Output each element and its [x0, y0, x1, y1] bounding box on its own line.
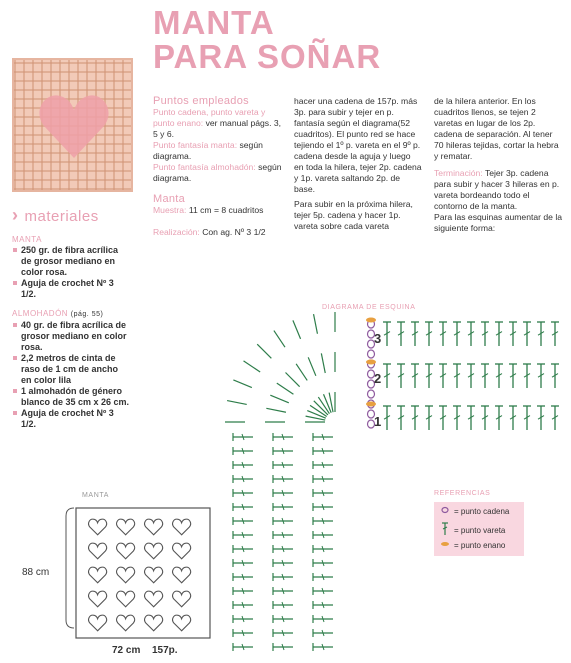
ref-slip [440, 540, 505, 550]
manta-heading: Manta [153, 193, 186, 205]
corner-stitch [314, 314, 318, 334]
list-item: 2,2 metros de cinta de raso de 1 cm de ancho en color lila [12, 353, 130, 386]
heart-icon [145, 591, 163, 607]
corner-stitch [321, 353, 325, 373]
heart-icon [145, 615, 163, 631]
vareta-stitch [313, 629, 333, 637]
vareta-stitch [233, 615, 253, 623]
vareta-stitch [467, 364, 475, 388]
paragraph-text: Tejer 3p. cadena para subir y hacer 3 hileras en p. vareta bordeando todo el contorno de la manta. [434, 168, 560, 211]
vareta-stitch [509, 322, 517, 346]
vareta-stitch [233, 433, 253, 441]
vareta-stitch [313, 643, 333, 651]
almohadon-label-text: ALMOHADÓN [12, 309, 69, 318]
heart-icon [89, 519, 107, 535]
corner-stitch [296, 364, 307, 381]
vareta-stitch [313, 531, 333, 539]
corner-stitch [257, 344, 271, 358]
double-crochet-icon [440, 522, 452, 538]
pink-term: Realización: [153, 227, 200, 237]
row-number-1: 1 [374, 414, 382, 429]
paragraph [153, 205, 283, 216]
vareta-stitch [313, 545, 333, 553]
vareta-stitch [481, 322, 489, 346]
chain-stitch-icon [440, 506, 452, 516]
heart-icon [89, 591, 107, 607]
vareta-stitch [273, 545, 293, 553]
corner-stitch [270, 395, 288, 403]
slip-stitch [366, 360, 376, 365]
vareta-stitch [383, 406, 391, 430]
vareta-stitch [273, 559, 293, 567]
heart-icon [117, 567, 135, 583]
vareta-stitch [509, 406, 517, 430]
heart-icon [145, 543, 163, 559]
paragraph [153, 162, 283, 184]
vareta-stitch [233, 461, 253, 469]
vareta-stitch [313, 433, 333, 441]
vareta-stitch [273, 587, 293, 595]
heart-motif [38, 90, 110, 162]
vareta-stitch [397, 406, 405, 430]
pink-term: Muestra: [153, 205, 187, 215]
ref-double [440, 522, 505, 538]
heart-icon [173, 591, 191, 607]
blanket-stitches: 157p. [152, 645, 178, 656]
paragraph [153, 107, 283, 140]
vareta-stitch [453, 406, 461, 430]
vareta-stitch [551, 406, 559, 430]
list-item: 250 gr. de fibra acrílica de grosor mediano en color rosa. [12, 245, 130, 278]
vareta-stitch [425, 364, 433, 388]
vareta-stitch [233, 447, 253, 455]
slip-stitch [366, 402, 376, 407]
vareta-stitch [313, 461, 333, 469]
title-line-1: MANTA [153, 4, 275, 41]
materials-heading-text: materiales [24, 208, 99, 225]
heart-icon [173, 519, 191, 535]
heart-icon [117, 591, 135, 607]
ref-slip-label: = punto enano [454, 540, 506, 550]
vareta-stitch [495, 322, 503, 346]
vareta-stitch [273, 475, 293, 483]
almohadon-page: (pág. 55) [70, 311, 104, 318]
paragraph: Para subir en la próxima hilera, tejer 5p. cadena y hacer 1p. vareta sobre cada vareta [294, 199, 413, 231]
vareta-stitch [523, 364, 531, 388]
vareta-stitch [273, 531, 293, 539]
heart-icon [173, 615, 191, 631]
vareta-stitch [495, 406, 503, 430]
paragraph: Para las esquinas aumentar de la siguiente forma: [434, 212, 563, 233]
vareta-stitch [523, 406, 531, 430]
heart-icon [173, 543, 191, 559]
stitch-grid [225, 312, 559, 651]
vareta-stitch [467, 406, 475, 430]
vareta-stitch [233, 601, 253, 609]
manta-materials-list [12, 245, 130, 300]
vareta-stitch [425, 406, 433, 430]
vareta-stitch [537, 322, 545, 346]
materials-heading [12, 205, 99, 226]
blanket-width: 72 cm [112, 645, 141, 656]
chevron-right-icon: › [12, 205, 19, 225]
vareta-stitch [551, 364, 559, 388]
pink-term: Punto fantasía almohadón: [153, 162, 256, 172]
row-number-2: 2 [374, 371, 382, 386]
chain-stitch [368, 350, 375, 358]
vareta-stitch [273, 643, 293, 651]
heart-icon [145, 519, 163, 535]
corner-stitch [266, 408, 286, 412]
vareta-stitch [397, 322, 405, 346]
vareta-stitch [233, 475, 253, 483]
vareta-stitch [537, 364, 545, 388]
vareta-stitch [453, 322, 461, 346]
vareta-stitch [537, 406, 545, 430]
vareta-stitch [383, 364, 391, 388]
vareta-stitch [313, 615, 333, 623]
ref-double-label: = punto vareta [454, 525, 506, 535]
list-item: Aguja de crochet Nº 3 1/2. [12, 408, 130, 430]
corner-stitch [308, 357, 316, 375]
paragraph [434, 168, 564, 212]
paragraph: de la hilera anterior. En los cuadritos llenos, se tejen 2 varetas en lugar de los 2p. cadena de separación. Al tener 70 hileras tejidas, cortar la hebra y rematar. [434, 96, 559, 161]
vareta-stitch [313, 447, 333, 455]
column-2 [294, 96, 422, 232]
vareta-stitch [439, 322, 447, 346]
list-item: 40 gr. de fibra acrílica de grosor mediano en color rosa. [12, 320, 130, 353]
corner-stitch [293, 320, 301, 338]
heart-icon [117, 615, 135, 631]
heart-icon [117, 519, 135, 535]
references-box [434, 502, 524, 556]
column-3 [434, 96, 564, 234]
paragraph-text: ver manual págs. 3, 5 y 6. [153, 118, 282, 139]
row-number-3: 3 [374, 331, 382, 346]
ref-chain [440, 506, 509, 516]
heart-grid [89, 519, 191, 631]
chain-stitch [368, 390, 375, 398]
vareta-stitch [313, 503, 333, 511]
vareta-stitch [411, 322, 419, 346]
vareta-stitch [439, 364, 447, 388]
manta-label: MANTA [12, 235, 42, 244]
corner-stitch [244, 361, 261, 372]
blanket-height: 88 cm [22, 567, 50, 578]
vareta-stitch [397, 364, 405, 388]
column-1 [153, 96, 283, 238]
vareta-stitch [313, 601, 333, 609]
vareta-stitch [273, 489, 293, 497]
paragraph-text: 11 cm = 8 cuadritos [186, 205, 264, 215]
heart-icon [89, 567, 107, 583]
vareta-stitch [453, 364, 461, 388]
vareta-stitch [233, 545, 253, 553]
vareta-stitch [551, 322, 559, 346]
vareta-stitch [233, 531, 253, 539]
paragraph-text: Con ag. Nº 3 1/2 [199, 227, 266, 237]
heart-icon [117, 543, 135, 559]
vareta-stitch [495, 364, 503, 388]
paragraph [153, 140, 283, 162]
heart-icon [89, 543, 107, 559]
paragraph-text: según diagrama. [153, 140, 263, 161]
vareta-stitch [439, 406, 447, 430]
puntos-heading: Puntos empleados [153, 95, 249, 107]
vareta-stitch [481, 406, 489, 430]
vareta-stitch [273, 461, 293, 469]
vareta-stitch [273, 447, 293, 455]
corner-diagram [225, 312, 565, 657]
pink-term: Punto fantasía manta: [153, 140, 238, 150]
corner-stitch [274, 331, 285, 348]
vareta-stitch [273, 615, 293, 623]
blanket-schematic [20, 500, 220, 650]
heart-icon [89, 615, 107, 631]
list-item: Aguja de crochet Nº 3 1/2. [12, 278, 130, 300]
vareta-stitch [425, 322, 433, 346]
vareta-stitch [313, 475, 333, 483]
title-line-2: PARA SOÑAR [153, 38, 382, 75]
ref-chain-label: = punto cadena [454, 506, 510, 516]
vareta-stitch [313, 587, 333, 595]
vareta-stitch [383, 322, 391, 346]
vareta-stitch [313, 573, 333, 581]
vareta-stitch [233, 489, 253, 497]
vareta-stitch [273, 573, 293, 581]
vareta-stitch [509, 364, 517, 388]
vareta-stitch [273, 433, 293, 441]
paragraph [153, 227, 283, 238]
vareta-stitch [233, 503, 253, 511]
vareta-stitch [313, 517, 333, 525]
vareta-stitch [467, 322, 475, 346]
heart-icon [173, 567, 191, 583]
vareta-stitch [233, 643, 253, 651]
vareta-stitch [411, 364, 419, 388]
paragraph-text: según diagrama. [153, 162, 282, 183]
vareta-stitch [273, 503, 293, 511]
vareta-stitch [233, 587, 253, 595]
pink-term: Punto cadena, punto vareta y punto enano: [153, 107, 266, 128]
vareta-stitch [523, 322, 531, 346]
vareta-stitch [313, 559, 333, 567]
list-item: 1 almohadón de género blanco de 35 cm x 26 cm. [12, 386, 130, 408]
corner-stitch [227, 401, 247, 405]
vareta-stitch [273, 629, 293, 637]
vareta-stitch [233, 573, 253, 581]
slip-stitch-icon [440, 540, 452, 550]
almohadon-materials-list [12, 320, 130, 430]
references-title: REFERENCIAS [434, 490, 491, 497]
corner-stitch [233, 380, 251, 388]
vareta-stitch [411, 406, 419, 430]
vareta-stitch [313, 489, 333, 497]
vareta-stitch [233, 629, 253, 637]
blanket-label: MANTA [82, 492, 109, 499]
pink-term: Terminación: [434, 168, 483, 178]
slip-stitch [366, 318, 376, 323]
diagram-title: DIAGRAMA DE ESQUINA [322, 304, 416, 311]
vareta-stitch [481, 364, 489, 388]
corner-stitch [277, 383, 294, 394]
almohadon-label [12, 309, 103, 318]
vareta-stitch [233, 517, 253, 525]
paragraph: hacer una cadena de 157p. más 3p. para subir y tejer en p. fantasía según el diagrama(52 cuadritos). El punto red se hace tejiendo el 1º p. vareta en el 9º p. cadena desde la aguja y luego en toda la hilera, tejer 2p. cadena y 1p. vareta saltando 2p. de base. [294, 96, 422, 194]
vareta-stitch [273, 601, 293, 609]
vareta-stitch [233, 559, 253, 567]
heart-icon [145, 567, 163, 583]
crochet-swatch-photo [12, 58, 133, 192]
vareta-stitch [273, 517, 293, 525]
corner-stitch [286, 373, 300, 387]
